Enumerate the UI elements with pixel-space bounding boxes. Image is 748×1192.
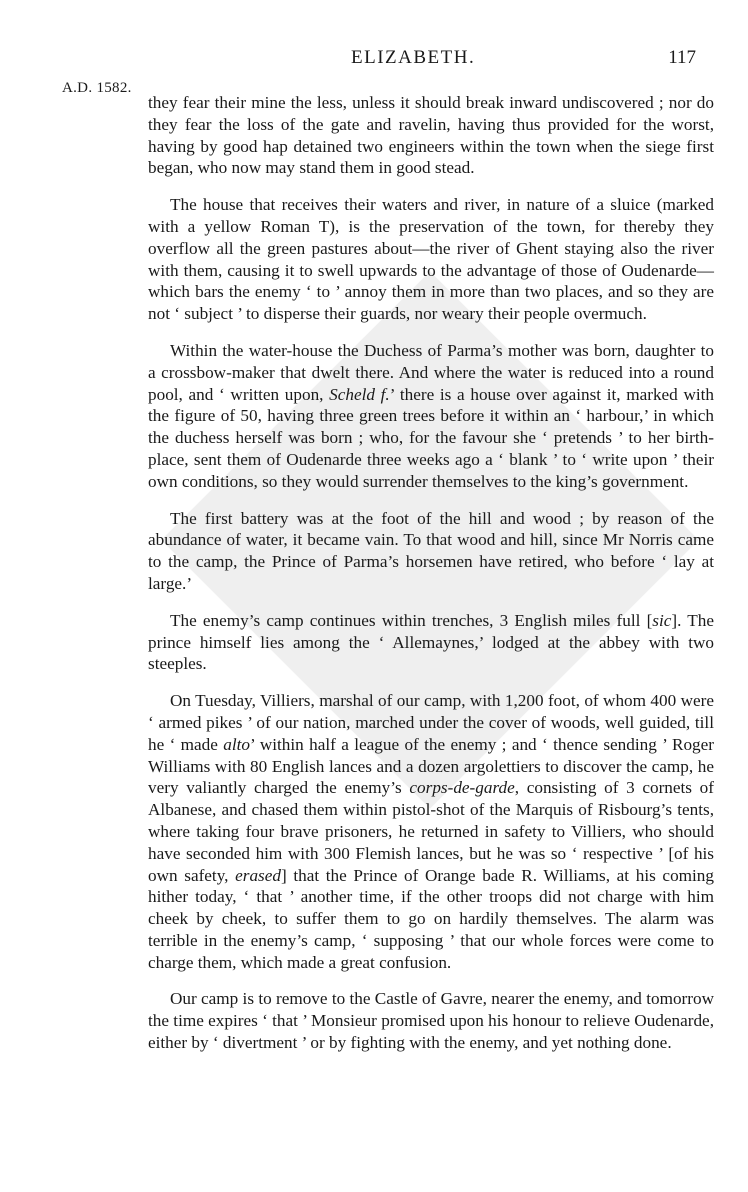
italic-text: erased [235, 865, 281, 885]
italic-text: sic [652, 610, 672, 630]
italic-text: Scheld f. [329, 384, 390, 404]
body-text [148, 92, 714, 1069]
text-run: ]. The prince himself lies among the ‘ Allemaynes,’ lodged at the abbey with two steeples. [148, 610, 714, 674]
text-run: they fear their mine the less, unless it should break inward undiscovered ; nor do they fear the loss of the gate and ravelin, having thus provided for the worst, having by good hap detained two engineers within the town when the siege first began, who now may stand them in good stead. [148, 93, 714, 178]
italic-text: corps-de-garde [409, 778, 515, 798]
paragraph [148, 92, 714, 179]
paragraph [148, 340, 714, 493]
paragraph [148, 508, 714, 595]
text-run: , consisting of 3 cornets of Albanese, and chased them within pistol-shot of the Marquis of Risbourg’s tents, where taking four brave prisoners, he returned in safety to Villiers, who should have seconded him with 300 Flemish lances, but he was so ‘ respective ’ [of his own safety, [148, 778, 714, 885]
paragraph [148, 610, 714, 675]
text-run: ’ there is a house over against it, marked with the figure of 50, having three green trees before it within an ‘ harbour,’ in which the duchess herself was born ; who, for the favour she ‘ pretends ’ to her birth-place, sent them of Oudenarde three weeks ago a ‘ blank ’ to ‘ write upon ’ their own conditions, so they would surrender themselves to the king’s government. [148, 384, 715, 491]
paragraph [148, 194, 714, 325]
running-title: ELIZABETH. [351, 47, 476, 68]
text-run: ’ within half a league of the enemy ; and ‘ thence sending ’ Roger Williams with 80 English lances and a dozen argolettiers to discover the camp, he very valiantly charged the enemy’s [148, 734, 714, 798]
page-number: 117 [668, 47, 696, 68]
page-header [0, 47, 748, 71]
text-run: The first battery was at the foot of the hill and wood ; by reason of the abundance of water, it became vain. To that wood and hill, since Mr Norris came to the camp, the Prince of Parma’s horsemen have retired, who before ‘ lay at large.’ [148, 508, 714, 593]
paragraph [148, 988, 714, 1053]
text-run: On Tuesday, Villiers, marshal of our camp, with 1,200 foot, of whom 400 were ‘ armed pikes ’ of our nation, marched under the cover of woods, well guided, till he ‘ made [148, 691, 714, 754]
italic-text: alto [223, 734, 251, 754]
paragraph [148, 690, 714, 973]
text-run: Our camp is to remove to the Castle of Gavre, nearer the enemy, and tomorrow the time expires ‘ that ’ Monsieur promised upon his honour to relieve Oudenarde, either by ‘ divertment ’ or by fighting with the enemy, and yet nothing done. [148, 989, 714, 1053]
margin-date [62, 80, 132, 97]
text-run: ] that the Prince of Orange bade R. Williams, at his coming hither today, ‘ that ’ another time, if the other troops did not charge with him cheek by cheek, to suffer them to go on hardily themselves. The alarm was terrible in the enemy’s camp, ‘ supposing ’ that our whole forces were come to charge them, which made a great confusion. [148, 865, 714, 972]
text-run: The house that receives their waters and river, in nature of a sluice (marked with a yellow Roman T), is the preservation of the town, for thereby they overflow all the green pastures about—the river of Ghent staying also the river with them, causing it to swell upwards to the advantage of those of Oudenarde—which bars the enemy ‘ to ’ annoy them in more than two places, and so they are not ‘ subject ’ to disperse their guards, nor weary their people overmuch. [148, 195, 714, 324]
date-prefix: A.D. [62, 80, 93, 96]
date-year: 1582. [96, 80, 132, 96]
text-run: The enemy’s camp continues within trenches, 3 English miles full [ [170, 610, 653, 630]
text-run: Within the water-house the Duchess of Parma’s mother was born, daughter to a crossbow-maker that dwelt there. And where the water is reduced into a round pool, and ‘ written upon, [148, 340, 714, 404]
